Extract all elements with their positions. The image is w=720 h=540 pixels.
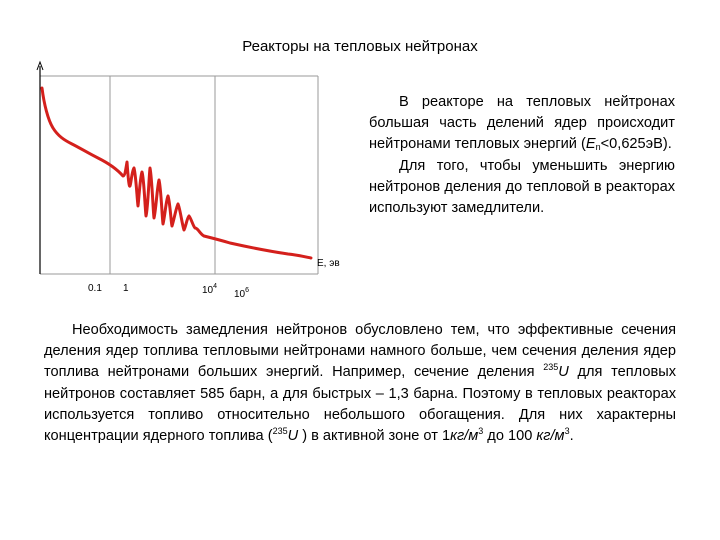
main-paragraph (44, 320, 676, 447)
cross-section-curve (42, 88, 311, 258)
description-paragraph-1: В реакторе на тепловых нейтронах большая часть делений ядер происходит нейтронами тепловых энергий $(E_n<0,625эВ)$. (369, 94, 675, 153)
reactor-description (369, 92, 675, 219)
description-paragraph-2: Для того, чтобы уменьшить энергию нейтронов деления до тепловой в реакторах используют замедлители. (369, 157, 675, 217)
tick-label-1e4: $10^4$ (202, 283, 218, 296)
tick-label-1: 1 (123, 283, 129, 294)
page-title: Реакторы на тепловых нейтронах (242, 38, 478, 55)
cross-section-chart (28, 58, 358, 308)
tick-label-0.1: 0.1 (88, 283, 102, 294)
x-axis-label: E, эв (317, 258, 340, 269)
moderation-paragraph: Необходимость замедления нейтронов обусловлено тем, что эффективные сечения деления ядер топлива тепловыми нейтронами намного больше, чем сечения деления ядер топлива нейтронами больших энергий. Например, сечение деления $^{235}$U для тепловых нейтронов составляет 585 барн, а для быстрых – 1,3 барна. Поэтому в тепловых реакторах используется топливо относительно небольшого обогащения. Для них характерны концентрации ядерного топлива ($^{235}$U ) в активной зоне от $1кг/м^3$ до 100 $кг/м^3$. (44, 322, 677, 445)
tick-label-1e6: $10^6$ (234, 287, 250, 300)
